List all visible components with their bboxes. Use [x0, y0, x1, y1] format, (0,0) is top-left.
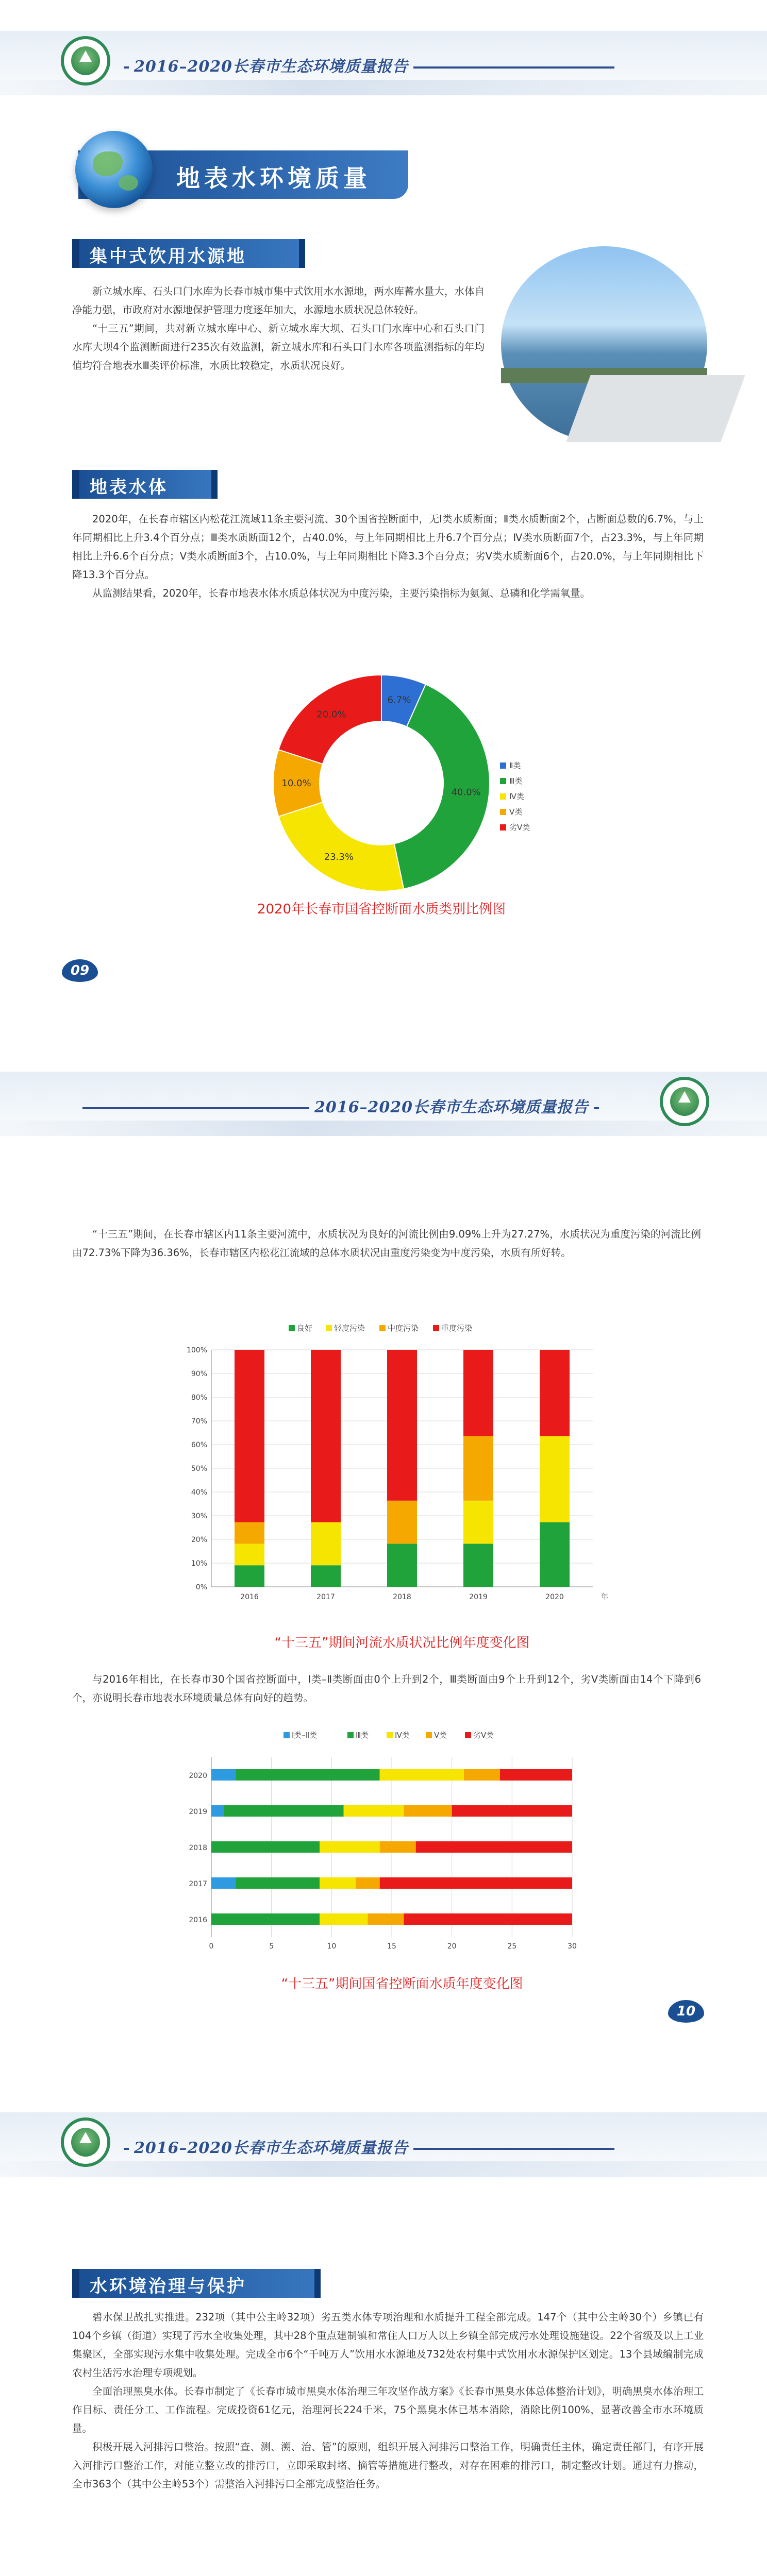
legend-label: Ⅳ类: [509, 792, 524, 801]
paragraph: 2020年，在长春市辖区内松花江流域11条主要河流、30个国省控断面中，无Ⅰ类水质断面；Ⅱ类水质断面2个，占断面总数的6.7%，与上年同期相比上升3.4个百分点；Ⅲ类水质断面12个，占40.0%，与上年同期相比上升6.7个百分点；Ⅳ类水质断面7个，占23.3%，与上年同期相比上升6.6个百分点；Ⅴ类水质断面3个，占10.0%，与上年同期相比下降3.3个百分点；劣Ⅴ类水质断面6个，占20.0%，与上年同期相比下降13.3个百分点。: [72, 513, 704, 581]
y-tick-label: 60%: [191, 1441, 207, 1449]
legend-swatch: [433, 1325, 439, 1331]
page-11: [0, 2081, 767, 2576]
drinking-water-text: [72, 282, 485, 375]
paragraph: 从监测结果看，2020年，长春市地表水体水质总体状况为中度污染，主要污染指标为氨氮、总磷和化学需氧量。: [92, 587, 591, 599]
hbar-caption: “十三五”期间国省控断面水质年度变化图: [281, 1976, 523, 1992]
legend-swatch: [500, 793, 506, 800]
paragraph: 全面治理黑臭水体。长春市制定了《长春市城市黑臭水体治理三年攻坚作战方案》《长春市黑臭水体总体整治计划》，明确黑臭水体治理工作目标、责任分工、工作流程。完成投资61亿元，治理河长224千米，75个黑臭水体已基本消除，消除比例100%，显著改善全市水环境质量。: [72, 2385, 704, 2434]
paragraph: 与2016年相比，在长春市30个国省控断面中，Ⅰ类–Ⅱ类断面由0个上升到2个，Ⅲ类断面由9个上升到12个，劣Ⅴ类断面由14个下降到6个，亦说明长春市地表水环境质量总体有向好的趋势。: [72, 1673, 701, 1704]
y-tick-label: 2016: [189, 1916, 207, 1924]
bar-segment: [344, 1805, 404, 1817]
x-tick-label: 25: [507, 1942, 517, 1951]
paragraph: 新立城水库、石头口门水库为长春市城市集中式饮用水水源地，两水库蓄水量大，水体自净能力强，市政府对水源地保护管理力度逐年加大，水源地水质状况总体较好。: [72, 285, 485, 316]
y-tick-label: 70%: [191, 1417, 207, 1426]
x-tick-label: 15: [387, 1942, 396, 1951]
x-tick-label: 30: [568, 1942, 577, 1951]
legend-swatch: [500, 824, 506, 831]
paragraph: 积极开展入河排污口整治。按照“查、测、溯、治、管”的原则，组织开展入河排污口整治工作，明确责任主体，确定责任部门，有序开展入河排污口整治工作，对能立整立改的排污口，立即采取封堵、摘管等措施进行整改，对存在困难的排污口，制定整改计划。通过有力推动，全市363个（其中公主岭53个）需整治入河排污口全部完成整治任务。: [72, 2441, 704, 2490]
bar-segment: [235, 1565, 264, 1587]
page-10: [0, 1041, 767, 2081]
y-tick-label: 10%: [191, 1560, 207, 1568]
paragraph: 碧水保卫战扎实推进。232项（其中公主岭32项）劣五类水体专项治理和水质提升工程全部完成。147个（其中公主岭30个）乡镇已有104个乡镇（街道）实现了污水全收集处理，其中28个重点建制镇和常住人口万人以上乡镇全部完成污水处理设施建设。22个省级及以上工业集聚区，全部实现污水集中收集处理。完成全市6个“千吨万人”饮用水水源地及732处农村集中式饮用水水源保护区划定。13个县域编制完成农村生活污水治理专项规划。: [72, 2311, 704, 2379]
section-title: 地表水体: [90, 477, 168, 498]
legend-label: 劣Ⅴ类: [509, 823, 530, 832]
y-tick-label: 50%: [191, 1465, 207, 1473]
x-tick-label: 2018: [393, 1593, 411, 1601]
section-governance: [72, 2269, 314, 2298]
logo-icon: [660, 1077, 709, 1126]
reservoir-photo: [501, 246, 707, 442]
legend-swatch: [500, 809, 506, 815]
legend-label: Ⅱ类: [509, 761, 521, 770]
bar-segment: [380, 1769, 464, 1781]
logo-icon: [61, 36, 110, 86]
bar-segment: [380, 1877, 572, 1889]
paragraph: “十三五”期间，共对新立城水库中心、新立城水库大坝、石头口门水库中心和石头口门水库大坝4个监测断面进行235次有效监测，新立城水库和石头口门水库各项监测指标的年均值均符合地表水Ⅲ类评价标准，水质比较稳定，水质状况良好。: [72, 323, 485, 371]
pie-data-label: 10.0%: [281, 778, 311, 789]
bar-segment: [320, 1913, 368, 1925]
legend-label: Ⅳ类: [395, 1731, 410, 1740]
legend-swatch: [284, 1732, 290, 1738]
legend-label: 良好: [297, 1324, 313, 1333]
horizontal-bar-chart: [175, 1726, 629, 1973]
legend-label: 重度污染: [441, 1324, 473, 1333]
x-tick-label: 2017: [316, 1593, 335, 1601]
pie-data-label: 40.0%: [451, 787, 481, 798]
bar-segment: [404, 1913, 572, 1925]
pie-data-label: 23.3%: [324, 851, 354, 862]
x-tick-label: 0: [209, 1942, 214, 1951]
header-title: [77, 1094, 604, 1117]
bar-segment: [320, 1841, 380, 1853]
bar-segment: [311, 1565, 341, 1587]
logo-icon: [61, 2117, 110, 2167]
pie-data-label: 6.7%: [387, 694, 411, 706]
bar-segment: [211, 1841, 320, 1853]
legend-label: Ⅲ类: [356, 1731, 369, 1740]
bar-segment: [235, 1544, 264, 1565]
x-tick-label: 2016: [240, 1593, 259, 1601]
header-title-text: 2016–2020长春市生态环境质量报告: [134, 58, 408, 76]
legend-swatch: [326, 1325, 332, 1331]
legend-label: 劣Ⅴ类: [473, 1731, 494, 1740]
header-title: [119, 54, 620, 76]
bar-segment: [416, 1841, 572, 1853]
y-tick-label: 2020: [189, 1772, 207, 1780]
bar-segment: [236, 1769, 380, 1781]
y-tick-label: 0%: [195, 1583, 207, 1591]
x-tick-label: 2020: [545, 1593, 564, 1601]
bar-segment: [320, 1877, 356, 1889]
bar-segment: [223, 1805, 343, 1817]
x-tick-label: 20: [447, 1942, 457, 1951]
legend-swatch: [347, 1732, 354, 1738]
bar-caption: “十三五”期间河流水质状况比例年度变化图: [274, 1635, 530, 1651]
y-tick-label: 90%: [191, 1370, 207, 1378]
legend-swatch: [465, 1732, 471, 1738]
river-quality-text: [72, 1225, 701, 1262]
globe-icon: [75, 131, 153, 208]
section-surface-water: [72, 470, 211, 499]
page-number: 10: [668, 2000, 704, 2023]
pie-caption: 2020年长春市国省控断面水质类别比例图: [257, 902, 506, 917]
section-drinking-water: [72, 239, 299, 268]
main-title: 地表水环境质量: [176, 164, 371, 192]
bar-segment: [368, 1913, 404, 1925]
y-tick-label: 100%: [186, 1346, 207, 1354]
y-tick-label: 2018: [189, 1844, 207, 1852]
bar-segment: [211, 1913, 320, 1925]
bar-segment: [235, 1522, 264, 1544]
bar-segment: [463, 1350, 493, 1436]
legend-label: Ⅴ类: [434, 1731, 447, 1740]
section-title: 集中式饮用水源地: [90, 246, 246, 267]
y-tick-label: 40%: [191, 1488, 207, 1497]
bar-segment: [463, 1436, 493, 1500]
section-title: 水环境治理与保护: [90, 2276, 246, 2297]
legend-label: 中度污染: [388, 1324, 419, 1333]
surface-water-text: [72, 510, 704, 603]
stacked-bar-chart: [175, 1319, 629, 1628]
x-tick-label: 2019: [469, 1593, 488, 1601]
bar-segment: [404, 1805, 452, 1817]
bar-segment: [464, 1769, 500, 1781]
header-title-text: 2016–2020长春市生态环境质量报告: [314, 1098, 589, 1116]
header-title-text: 2016–2020长春市生态环境质量报告: [134, 2139, 408, 2157]
legend-label: Ⅴ类: [509, 807, 523, 817]
legend-label: 轻度污染: [334, 1324, 365, 1333]
pie-chart: [268, 670, 530, 896]
bar-segment: [452, 1805, 572, 1817]
bar-segment: [211, 1769, 236, 1781]
bar-segment: [540, 1436, 570, 1522]
paragraph: “十三五”期间，在长春市辖区内11条主要河流中，水质状况为良好的河流比例由9.09%上升为27.27%，水质状况为重度污染的河流比例由72.73%下降为36.36%，长春市辖区内松花江流域的总体水质状况由重度污染变为中度污染，水质有所好转。: [72, 1228, 701, 1259]
bar-segment: [540, 1522, 570, 1587]
bar-segment: [380, 1841, 416, 1853]
legend-swatch: [500, 778, 506, 784]
bar-segment: [311, 1522, 341, 1566]
bar-segment: [235, 1350, 264, 1522]
bar-segment: [387, 1501, 417, 1544]
legend-swatch: [500, 762, 506, 769]
x-axis-label: 年: [601, 1593, 608, 1601]
page-number: 09: [62, 959, 98, 982]
bar-segment: [500, 1769, 572, 1781]
y-tick-label: 30%: [191, 1512, 207, 1520]
x-tick-label: 10: [327, 1942, 337, 1951]
bar-segment: [211, 1877, 236, 1889]
legend-swatch: [387, 1732, 393, 1738]
bar-segment: [463, 1544, 493, 1587]
bar-segment: [463, 1501, 493, 1544]
page-09: [0, 0, 767, 1041]
y-tick-label: 80%: [191, 1394, 207, 1402]
pie-data-label: 20.0%: [316, 709, 346, 720]
bar-segment: [311, 1350, 341, 1522]
legend-label: Ⅲ类: [509, 776, 523, 786]
bar-segment: [211, 1805, 223, 1817]
legend-swatch: [289, 1325, 295, 1331]
legend-label: Ⅰ类–Ⅱ类: [292, 1731, 318, 1740]
header-title: [119, 2135, 620, 2158]
section-quality-text: [72, 1670, 701, 1707]
pie-slice-3: [278, 802, 404, 891]
legend-swatch: [379, 1325, 386, 1331]
bar-segment: [236, 1877, 320, 1889]
y-tick-label: 2019: [189, 1808, 207, 1816]
y-tick-label: 20%: [191, 1536, 207, 1544]
bar-segment: [356, 1877, 380, 1889]
bar-segment: [387, 1544, 417, 1587]
bar-segment: [540, 1350, 570, 1436]
bar-segment: [387, 1350, 417, 1501]
governance-text: [72, 2308, 704, 2494]
legend-swatch: [426, 1732, 432, 1738]
y-tick-label: 2017: [189, 1880, 207, 1888]
x-tick-label: 5: [269, 1942, 274, 1951]
